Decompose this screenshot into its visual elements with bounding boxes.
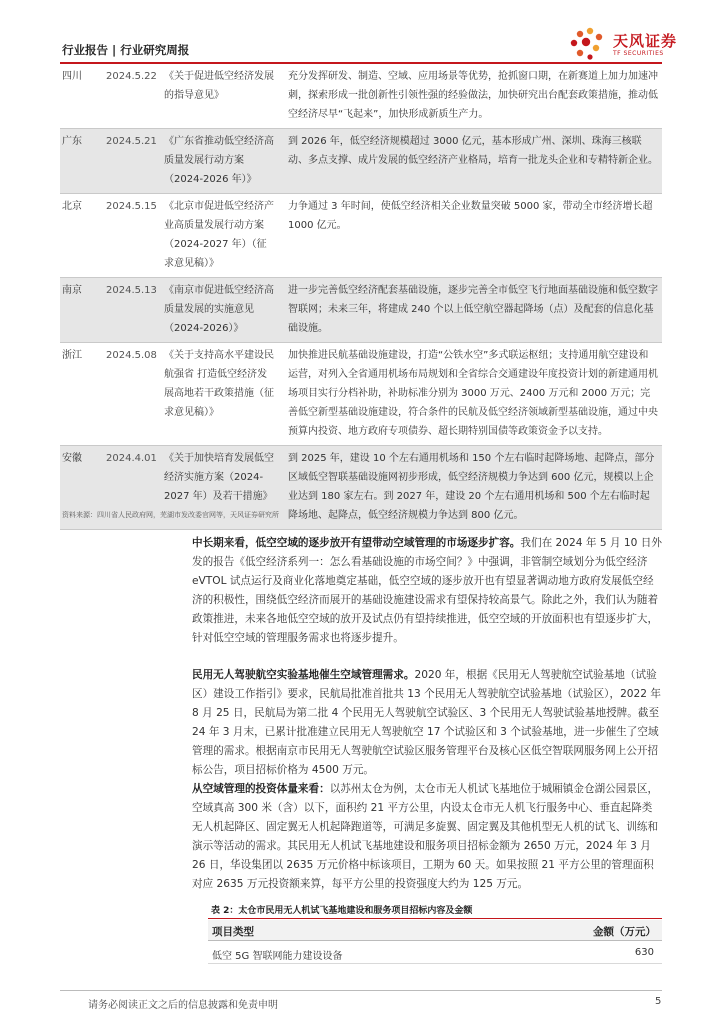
table2-title: 表 2：太仓市民用无人机试飞基地建设和服务项目招标内容及金额 [211,906,473,916]
logo-text: 天风证券 [613,32,678,50]
paragraph-body: 我们在 2024 年 5 月 10 日外发的报告《低空经济系列一：怎么看基础设施的市场空间？》中强调，非管制空域划分为低空经济 eVTOL 试点运行及商业化落地奠定基础，低空空域的逐步放开也有望显著调动地方政府发展低空经济的积极性，围绕低空经济而展开的基础设施建设需求有望保持较高景气。除此之外，我们认为随着政策推进，未来各地低空空域的放开及试点仍有望持续推进，低空空域的开放面积也有望逐步扩大，针对低空空域的管理服务需求也将逐步提升。 [192,537,662,644]
policy-content-cell: 充分发挥研发、制造、空域、应用场景等优势，抢抓窗口期，在新赛道上加力加速冲刺，探索形成一批创新性引领性强的经验做法，加快研究出台配套政策措施，推动低空经济尽早“飞起来”，加快形成新质生产力。 [288,71,658,120]
policy-title-cell: 《北京市促进低空经济产业高质量发展行动方案（2024-2027 年）（征求意见稿）》 [164,201,274,269]
table-source-note: 资料来源：四川省人民政府网，芜湖市发改委官网等，天风证券研究所 [62,511,279,519]
paragraph-lead: 从空域管理的投资体量来看： [192,783,330,795]
policy-content-cell: 进一步完善低空经济配套基础设施，逐步完善全市低空飞行地面基础设施和低空数字智联网；未来三年，将建成 240 个以上低空航空器起降场（点）及配套的信息化基础设施。 [280,278,662,343]
column-header-item: 项目类型 [212,926,254,938]
paragraph-test-bases [192,666,662,780]
policy-table [60,64,662,530]
policy-content-cell: 力争通过 3 年时间，使低空经济相关企业数量突破 5000 家，带动全市经济增长超 1000 亿元。 [288,201,653,231]
policy-title-cell: 《关于支持高水平建设民航强省 打造低空经济发展高地若干政策措施（征求意见稿）》 [164,350,274,418]
amount-cell: 630 [634,947,654,958]
region-cell: 北京 [62,201,82,212]
policy-title-cell: 《关于加快培育发展低空经济实施方案（2024-2027 年）及若干措施》 [160,446,280,530]
region-cell: 安徽 [60,446,102,530]
footer-disclaimer: 请务必阅读正文之后的信息披露和免责申明 [88,1000,278,1011]
table-row [60,194,662,278]
paragraph-investment-scale [192,780,662,894]
region-cell: 南京 [60,278,102,343]
table2-top-rule [208,918,662,919]
policy-title-cell: 《关于促进低空经济发展的指导意见》 [164,71,274,101]
report-category: 行业报告 | 行业研究周报 [62,43,190,57]
date-cell: 2024.4.01 [102,446,160,530]
table-row [208,943,662,964]
date-cell: 2024.5.22 [106,71,157,82]
region-cell: 广东 [60,129,102,194]
date-cell: 2024.5.13 [102,278,160,343]
item-cell: 低空 5G 智联网能力建设设备 [212,951,343,962]
policy-content-cell: 加快推进民航基础设施建设，打造“公铁水空”多式联运枢纽；支持通用航空建设和运营，对列入全省通用机场布局规划和全省综合交通建设年度投资计划的新建通用机场项目实行分档补助，补助标准分别为 3000 万元、2400 万元和 2000 万元；完善低空新型基础设施建设，符合条件的民航及低空经济领域新型基础设施，通过中央预算内投资、地方政府专项债券、超长期特别国债等政策资金予以支持。 [288,350,658,437]
footer-divider [60,990,662,991]
date-cell: 2024.5.15 [106,201,157,212]
logo-subtitle: TF SECURITIES [613,50,664,57]
table2-header [208,920,662,941]
policy-title-cell: 《南京市促进低空经济高质量发展的实施意见（2024-2026）》 [160,278,280,343]
paragraph-lead: 中长期来看，低空空域的逐步放开有望带动空域管理的市场逐步扩容。 [192,537,521,549]
date-cell: 2024.5.21 [102,129,160,194]
region-cell: 浙江 [62,350,82,361]
policy-content-cell: 到 2025 年，建设 10 个左右通用机场和 150 个左右临时起降场地、起降点，部分区域低空智联基础设施网初步形成，低空经济规模力争达到 600 亿元，规模以上企业达到 180 家左右。到 2027 年，建设 20 个左右通用机场和 500 个左右临时起降场地、起降点，低空经济规模力争达到 800 亿元。 [280,446,662,530]
table-row [60,278,662,343]
region-cell: 四川 [62,71,82,82]
paragraph-body: 2020 年，根据《民用无人驾驶航空试验基地（试验区）建设工作指引》要求，民航局批准首批共 13 个民用无人驾驶航空试验基地（试验区），2022 年 8 月 25 日，民航局为第二批 4 个民用无人驾驶航空试验区、3 个民用无人驾驶试验基地授牌。截至 24 年 3 月末，已累计批准建立民用无人驾驶航空 17 个试验区和 3 个试验基地，进一步催生了空域管理的需求。根据南京市民用无人驾驶航空试验区服务管理平台及核心区低空智联网服务网上公开招标公告，项目招标价格为 4500 万元。 [192,669,661,776]
column-header-amount: 金额（万元） [593,926,656,938]
table-row [60,129,662,194]
date-cell: 2024.5.08 [106,350,157,361]
table-row [60,343,662,446]
policy-content-cell: 到 2026 年，低空经济规模超过 3000 亿元，基本形成广州、深圳、珠海三核联动、多点支撑、成片发展的低空经济产业格局，培育一批龙头企业和专精特新企业。 [280,129,662,194]
paragraph-body: 以苏州太仓为例，太仓市无人机试飞基地位于城厢镇金仓湖公园景区，空域真高 300 米（含）以下，面积约 21 平方公里，内设太仓市无人机飞行服务中心、垂直起降类无人机起降区、固定翼无人机起降跑道等，可满足多旋翼、固定翼及其他机型无人机的试飞、训练和演示等活动的需求。其民用无人机试飞基地建设和服务项目招标金额为 2650 万元，2024 年 3 月 26 日，华设集团以 2635 万元价格中标该项目，工期为 60 天。如果按照 21 平方公里的管理面积对应 2635 万元投资额来算，每平方公里的投资强度大约为 125 万元。 [192,783,659,890]
paragraph-lead: 民用无人驾驶航空实验基地催生空域管理需求。 [192,669,415,681]
policy-title-cell: 《广东省推动低空经济高质量发展行动方案（2024-2026 年）》 [160,129,280,194]
page-number: 5 [655,996,662,1007]
table-row [60,64,662,129]
paragraph-market-outlook [192,534,662,648]
